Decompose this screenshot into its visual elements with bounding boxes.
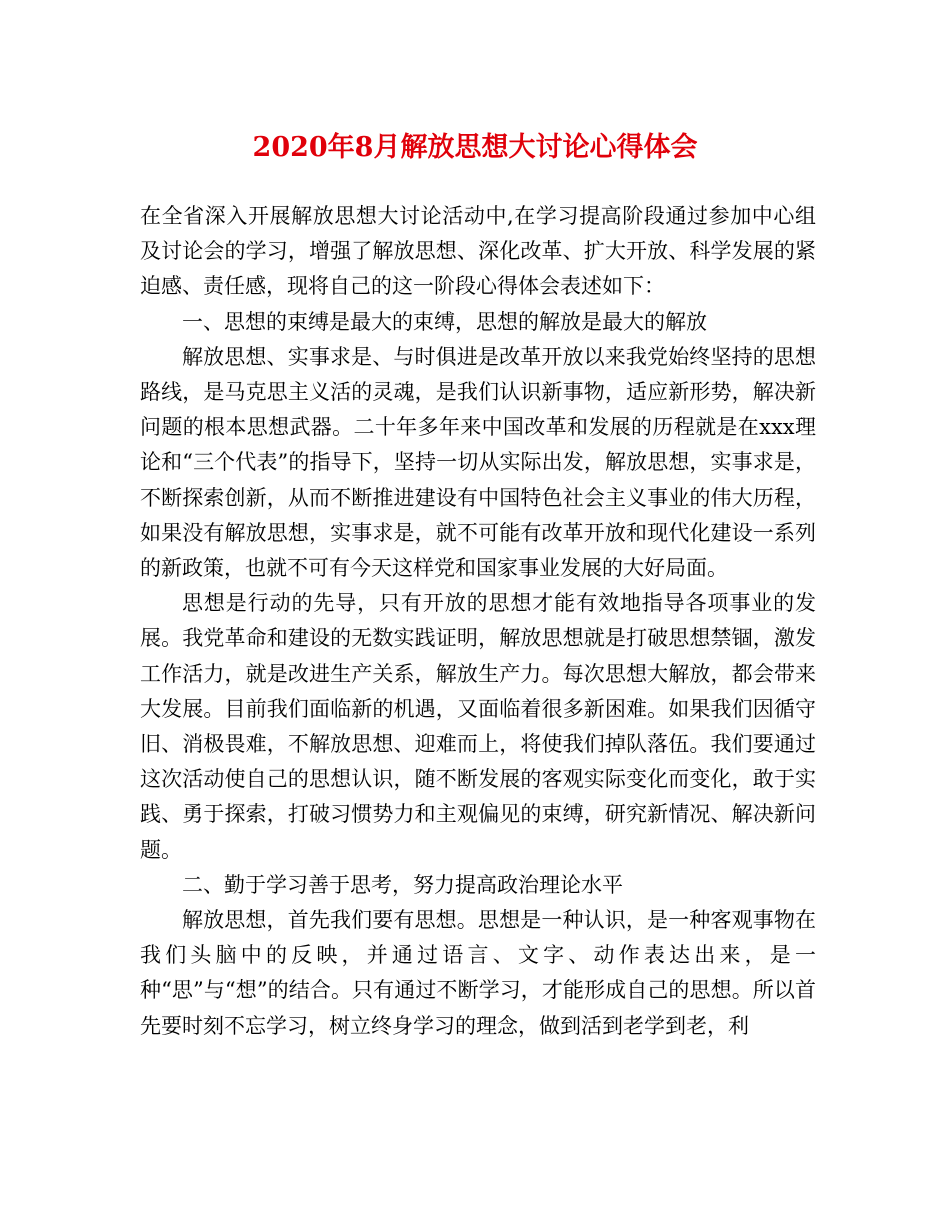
paragraph-intro: 在全省深入开展解放思想大讨论活动中,在学习提高阶段通过参加中心组及讨论会的学习，增强了解放思想、深化改革、扩大开放、科学发展的紧迫感、责任感，现将自己的这一阶段心得体会表述如下： <box>140 204 816 299</box>
paragraph: 解放思想、实事求是、与时俱进是改革开放以来我党始终坚持的思想路线，是马克思主义活的灵魂，是我们认识新事物，适应新形势，解决新问题的根本思想武器。二十年多年来中国改革和发展的历程就是在xxx理论和“三个代表”的指导下，坚持一切从实际出发，解放思想，实事求是，不断探索创新，从而不断推进建设有中国特色社会主义事业的伟大历程，如果没有解放思想，实事求是，就不可能有改革开放和现代化建设一系列的新政策，也就不可有今天这样党和国家事业发展的大好局面。 <box>140 344 816 581</box>
paragraph: 解放思想，首先我们要有思想。思想是一种认识，是一种客观事物在我们头脑中的反映，并通过语言、文字、动作表达出来，是一种“思”与“想”的结合。只有通过不断学习，才能形成自己的思想。所以首先要时刻不忘学习，树立终身学习的理念，做到活到老学到老，利 <box>140 908 816 1038</box>
document-title: 2020年8月解放思想大讨论心得体会 <box>252 132 698 163</box>
section-heading-1: 一、思想的束缚是最大的束缚，思想的解放是最大的解放 <box>182 309 707 334</box>
paragraph: 思想是行动的先导，只有开放的思想才能有效地指导各项事业的发展。我党革命和建设的无数实践证明，解放思想就是打破思想禁锢，激发工作活力，就是改进生产关系，解放生产力。每次思想大解放，都会带来大发展。目前我们面临新的机遇，又面临着很多新困难。如果我们因循守旧、消极畏难，不解放思想、迎难而上，将使我们掉队落伍。我们要通过这次活动使自己的思想认识，随不断发展的客观实际变化而变化，敢于实践、勇于探索，打破习惯势力和主观偏见的束缚，研究新情况、解决新问题。 <box>140 591 816 862</box>
section-heading-2: 二、勤于学习善于思考，努力提高政治理论水平 <box>182 872 623 897</box>
document-body <box>140 199 816 1044</box>
